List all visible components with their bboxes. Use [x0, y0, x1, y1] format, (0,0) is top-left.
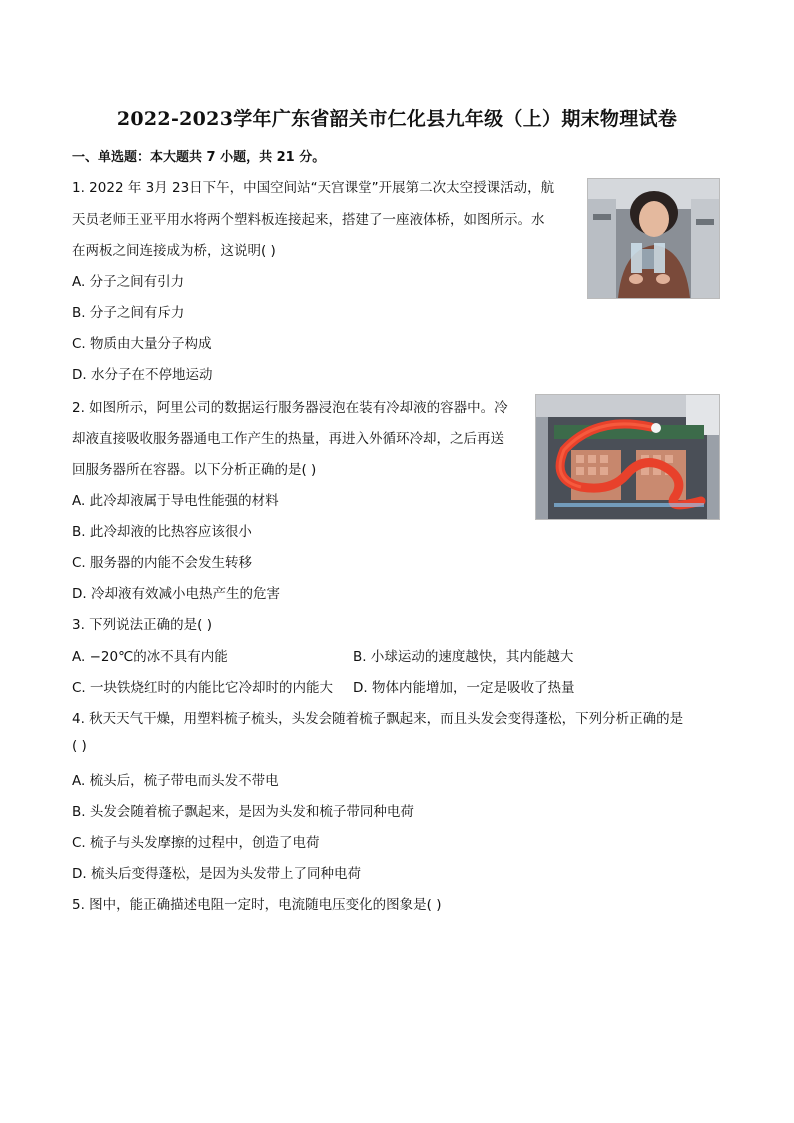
- q3-line-1: 3. 下列说法正确的是( ): [72, 617, 212, 633]
- q1-option-c: C. 物质由大量分子构成: [72, 336, 212, 352]
- q1-option-d: D. 水分子在不停地运动: [72, 367, 213, 383]
- q1-line-1: 1. 2022 年 3月 23日下午，中国空间站“天宫课堂”开展第二次太空授课活动，航: [72, 180, 555, 196]
- q2-option-b: B. 此冷却液的比热容应该很小: [72, 524, 252, 540]
- liquid-bridge-photo: [587, 178, 720, 299]
- q3-option-a: A. −20℃的冰不具有内能: [72, 649, 228, 665]
- q2-line-3: 回服务器所在容器。以下分析正确的是( ): [72, 462, 317, 478]
- q2-line-1: 2. 如图所示，阿里公司的数据运行服务器浸泡在装有冷却液的容器中。冷: [72, 400, 508, 416]
- q4-option-c: C. 梳子与头发摩擦的过程中，创造了电荷: [72, 835, 320, 851]
- page-title: 2022-2023学年广东省韶关市仁化县九年级（上）期末物理试卷: [116, 108, 678, 130]
- q2-option-a: A. 此冷却液属于导电性能强的材料: [72, 493, 279, 509]
- q3-option-d: D. 物体内能增加，一定是吸收了热量: [353, 680, 575, 696]
- q4-line-1: 4. 秋天天气干燥，用塑料梳子梳头，头发会随着梳子飘起来，而且头发会变得蓬松，下列分析正确的是: [72, 711, 684, 727]
- q1-line-2: 天员老师王亚平用水将两个塑料板连接起来，搭建了一座液体桥，如图所示。水: [72, 212, 545, 228]
- q3-option-c: C. 一块铁烧红时的内能比它冷却时的内能大: [72, 680, 334, 696]
- q1-option-b: B. 分子之间有斥力: [72, 305, 185, 321]
- q4-option-a: A. 梳头后，梳子带电而头发不带电: [72, 773, 279, 789]
- section-heading: 一、单选题：本大题共 7 小题，共 21 分。: [72, 150, 326, 165]
- q2-option-c: C. 服务器的内能不会发生转移: [72, 555, 253, 571]
- q4-option-b: B. 头发会随着梳子飘起来，是因为头发和梳子带同种电荷: [72, 804, 414, 820]
- q4-line-2: ( ): [72, 738, 87, 754]
- q4-option-d: D. 梳头后变得蓬松，是因为头发带上了同种电荷: [72, 866, 361, 882]
- q2-option-d: D. 冷却液有效减小电热产生的危害: [72, 586, 280, 602]
- q5-line-1: 5. 图中，能正确描述电阻一定时，电流随电压变化的图象是( ): [72, 897, 442, 913]
- q3-option-b: B. 小球运动的速度越快，其内能越大: [353, 649, 574, 665]
- q2-line-2: 却液直接吸收服务器通电工作产生的热量，再进入外循环冷却，之后再送: [72, 431, 504, 447]
- server-cooling-photo: [535, 394, 720, 520]
- q1-option-a: A. 分子之间有引力: [72, 274, 185, 290]
- q1-line-3: 在两板之间连接成为桥，这说明( ): [72, 243, 276, 259]
